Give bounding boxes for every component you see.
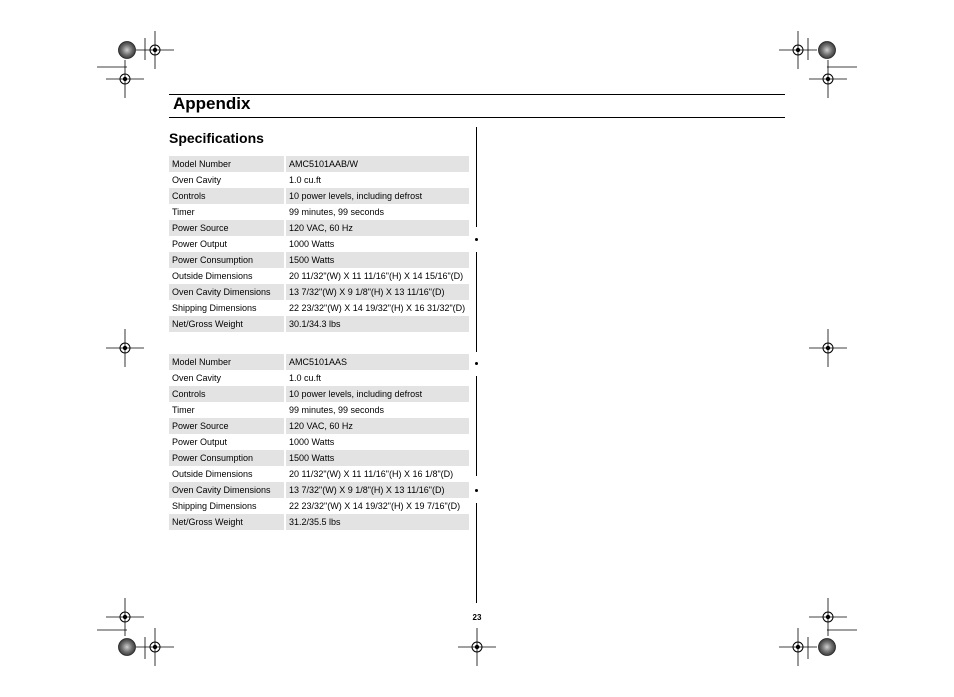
spec-label: Timer (169, 204, 286, 220)
spec-label: Oven Cavity Dimensions (169, 284, 286, 300)
table-row (169, 284, 469, 300)
spec-label: Shipping Dimensions (169, 498, 286, 514)
table-row (169, 354, 469, 370)
table-row (169, 514, 469, 530)
spec-value: 10 power levels, including defrost (286, 386, 469, 402)
table-row (169, 316, 469, 332)
spec-label: Model Number (169, 156, 286, 172)
spec-value: 13 7/32"(W) X 9 1/8"(H) X 13 11/16"(D) (286, 284, 469, 300)
section-title: Specifications (169, 130, 264, 146)
spec-value: 20 11/32"(W) X 11 11/16"(H) X 14 15/16"(D) (289, 271, 464, 281)
table-row (169, 498, 469, 514)
column-divider (476, 503, 477, 603)
table-row (169, 386, 469, 402)
table-row (169, 482, 469, 498)
spec-label: Controls (169, 386, 286, 402)
table-row (169, 156, 469, 172)
spec-value: AMC5101AAB/W (286, 156, 469, 172)
header-top-rule (169, 94, 785, 95)
table-row (169, 300, 469, 316)
table-row (169, 172, 469, 188)
spec-label: Net/Gross Weight (169, 316, 286, 332)
spec-value: 99 minutes, 99 seconds (289, 207, 385, 217)
spec-value: 13 7/32"(W) X 9 1/8"(H) X 13 11/16"(D) (286, 482, 469, 498)
spec-value: AMC5101AAS (286, 354, 469, 370)
registration-mark-icon (136, 628, 174, 666)
spec-value: 1000 Watts (289, 437, 335, 447)
divider-dot (475, 489, 478, 492)
table-row (169, 450, 469, 466)
spec-value: 1.0 cu.ft (289, 373, 322, 383)
spec-value: 1.0 cu.ft (289, 175, 322, 185)
registration-mark-icon (136, 31, 174, 69)
spec-label: Shipping Dimensions (169, 300, 286, 316)
spec-value: 120 VAC, 60 Hz (286, 220, 469, 236)
spec-value: 10 power levels, including defrost (286, 188, 469, 204)
spec-value: 22 23/32"(W) X 14 19/32"(H) X 16 31/32"(D) (289, 303, 466, 313)
spec-label: Oven Cavity (169, 370, 286, 386)
divider-dot (475, 362, 478, 365)
table-row (169, 370, 469, 386)
registration-mark-icon (809, 329, 847, 367)
spec-value: 22 23/32"(W) X 14 19/32"(H) X 19 7/16"(D) (289, 501, 461, 511)
registration-mark-icon (809, 60, 847, 98)
spec-label: Timer (169, 402, 286, 418)
divider-dot (475, 238, 478, 241)
spec-value: 31.2/35.5 lbs (286, 514, 469, 530)
page-title: Appendix (173, 94, 251, 113)
spec-value: 20 11/32"(W) X 11 11/16"(H) X 16 1/8"(D) (289, 469, 454, 479)
spec-table-2 (169, 354, 469, 530)
spec-label: Power Consumption (169, 450, 286, 466)
registration-mark-icon (458, 628, 496, 666)
spec-label: Power Consumption (169, 252, 286, 268)
table-row (169, 236, 469, 252)
table-row (169, 466, 469, 482)
spec-label: Net/Gross Weight (169, 514, 286, 530)
registration-mark-icon (779, 31, 817, 69)
spec-label: Outside Dimensions (169, 268, 286, 284)
column-divider (476, 252, 477, 352)
spec-value: 1000 Watts (289, 239, 335, 249)
header-bottom-rule (169, 117, 785, 118)
spec-label: Oven Cavity (169, 172, 286, 188)
spec-table-1 (169, 156, 469, 332)
color-swatch-icon (819, 639, 836, 656)
table-row (169, 434, 469, 450)
spec-value: 99 minutes, 99 seconds (289, 405, 385, 415)
spec-label: Outside Dimensions (169, 466, 286, 482)
spec-label: Model Number (169, 354, 286, 370)
spec-value: 120 VAC, 60 Hz (286, 418, 469, 434)
spec-label: Controls (169, 188, 286, 204)
table-row (169, 402, 469, 418)
color-swatch-icon (819, 42, 836, 59)
column-divider (476, 127, 477, 227)
registration-mark-icon (779, 628, 817, 666)
registration-mark-icon (106, 60, 144, 98)
spec-value: 1500 Watts (286, 450, 469, 466)
spec-label: Oven Cavity Dimensions (169, 482, 286, 498)
table-row (169, 252, 469, 268)
spec-label: Power Output (169, 434, 286, 450)
spec-label: Power Source (169, 418, 286, 434)
table-row (169, 204, 469, 220)
spec-value: 1500 Watts (286, 252, 469, 268)
spec-label: Power Output (169, 236, 286, 252)
column-divider (476, 376, 477, 476)
table-row (169, 268, 469, 284)
page-number: 23 (472, 613, 482, 622)
color-swatch-icon (119, 42, 136, 59)
table-row (169, 418, 469, 434)
color-swatch-icon (119, 639, 136, 656)
spec-label: Power Source (169, 220, 286, 236)
table-row (169, 188, 469, 204)
table-row (169, 220, 469, 236)
spec-value: 30.1/34.3 lbs (286, 316, 469, 332)
registration-mark-icon (106, 329, 144, 367)
